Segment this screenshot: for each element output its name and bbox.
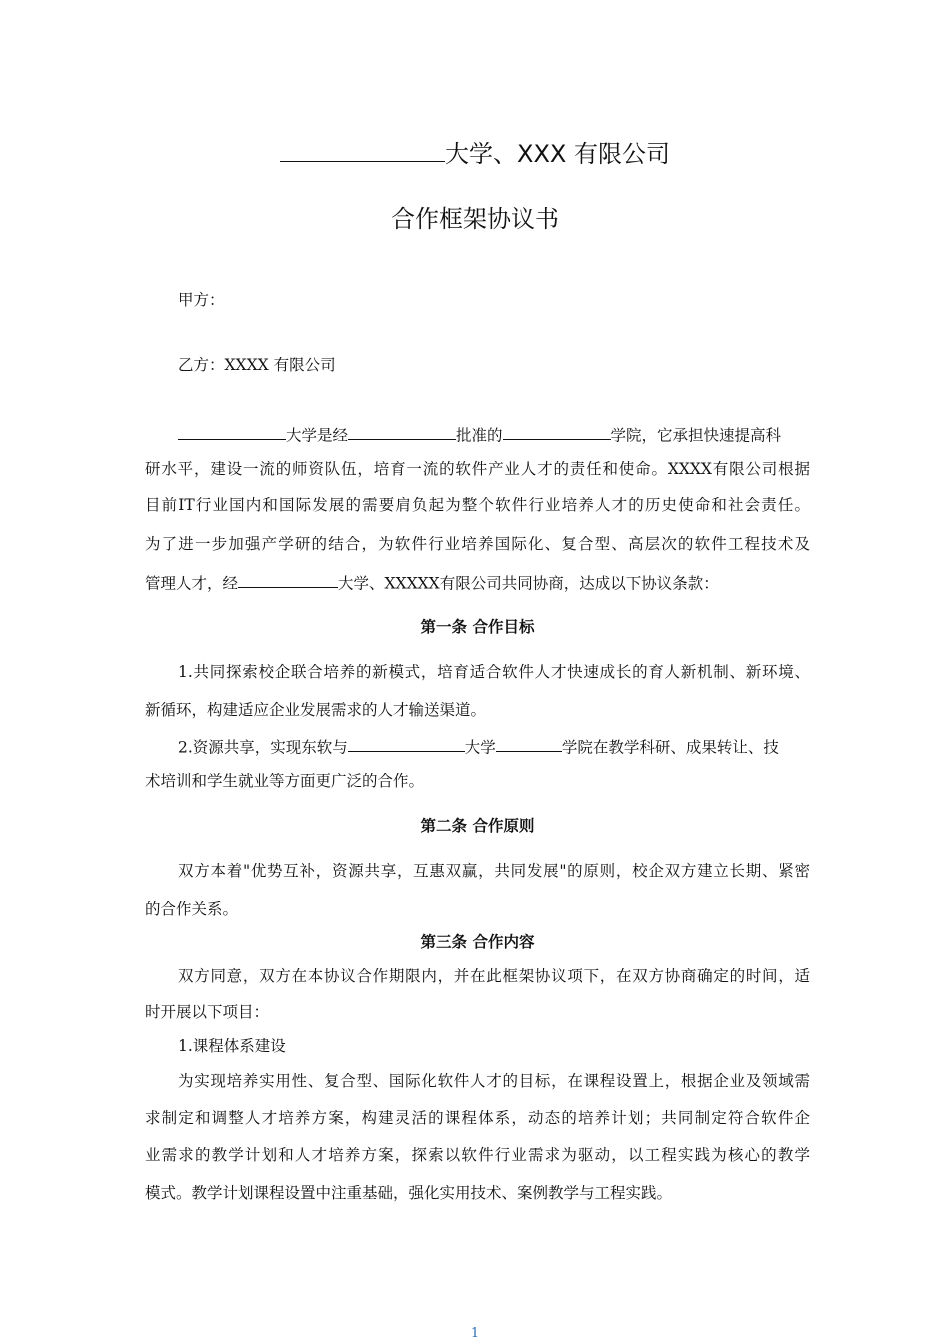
article2-heading: 第二条 合作原则 [420,816,535,835]
blank-college-2 [496,735,562,752]
intro-line-5 [145,571,810,593]
party-b: 乙方：XXXX 有限公司 [178,356,336,374]
blank-approver [348,423,456,440]
article1-p2a: 2.资源共享，实现东软与 [178,738,348,757]
article1-p2b: 大学 [464,738,496,757]
party-a: 甲方： [178,291,225,309]
intro-line-1 [178,423,810,445]
blank-college [503,423,611,440]
intro-line-4: 为了进一步加强产学研的结合，为软件行业培养国际化、复合型、高层次的软件工程技术及 [145,535,810,553]
article3-line1: 双方同意，双方在本协议合作期限内，并在此框架协议项下，在双方协商确定的时间，适 [178,967,810,985]
article1-p2-line1 [178,735,810,757]
article2-line1: 双方本着"优势互补，资源共享，互惠双赢，共同发展"的原则，校企双方建立长期、紧密 [178,862,810,880]
intro-l5a: 管理人才，经 [145,574,239,593]
article3-para-line1: 为实现培养实用性、复合型、国际化软件人才的目标，在课程设置上，根据企业及领域需 [178,1072,810,1090]
intro-l1b: 批准的 [456,426,503,445]
article3-heading: 第三条 合作内容 [420,932,535,951]
page-number: 1 [470,1326,480,1341]
article1-heading: 第一条 合作目标 [420,617,535,636]
document-title-line1 [0,134,950,169]
intro-l5b: 大学、XXXXX有限公司共同协商，达成以下协议条款： [338,574,719,593]
article3-para-line2: 求制定和调整人才培养方案，构建灵活的课程体系，动态的培养计划；共同制定符合软件企 [145,1109,810,1127]
intro-line-3: 目前IT行业国内和国际发展的需要肩负起为整个软件行业培养人才的历史使命和社会责任。 [145,496,810,514]
blank-university-3 [348,735,465,752]
article3-para-line3: 业需求的教学计划和人才培养方案，探索以软件行业需求为驱动，以工程实践为核心的教学 [145,1146,810,1164]
article1-p2c: 学院在教学科研、成果转让、技 [561,738,779,757]
article3-item1: 1.课程体系建设 [178,1037,286,1055]
article1-p2-line2: 术培训和学生就业等方面更广泛的合作。 [145,772,425,790]
blank-university [178,423,286,440]
blank-university-2 [238,571,338,588]
intro-line-2: 研水平，建设一流的师资队伍，培育一流的软件产业人才的责任和使命。XXXX有限公司根据 [145,460,810,478]
article1-p1-line1: 1.共同探索校企联合培养的新模式，培育适合软件人才快速成长的育人新机制、新环境、 [178,663,810,681]
article2-line2: 的合作关系。 [145,900,239,918]
title-line1-text: 大学、XXX 有限公司 [445,140,670,168]
document-title-line2: 合作框架协议书 [391,205,559,233]
article3-line2: 时开展以下项目： [145,1003,270,1021]
university-name-blank [280,136,445,162]
intro-l1c: 学院，它承担快速提高科 [610,426,782,445]
intro-l1a: 大学是经 [286,426,349,445]
article3-para-line4: 模式。教学计划课程设置中注重基础，强化实用技术、案例教学与工程实践。 [145,1184,673,1202]
article1-p1-line2: 新循环，构建适应企业发展需求的人才输送渠道。 [145,701,487,719]
